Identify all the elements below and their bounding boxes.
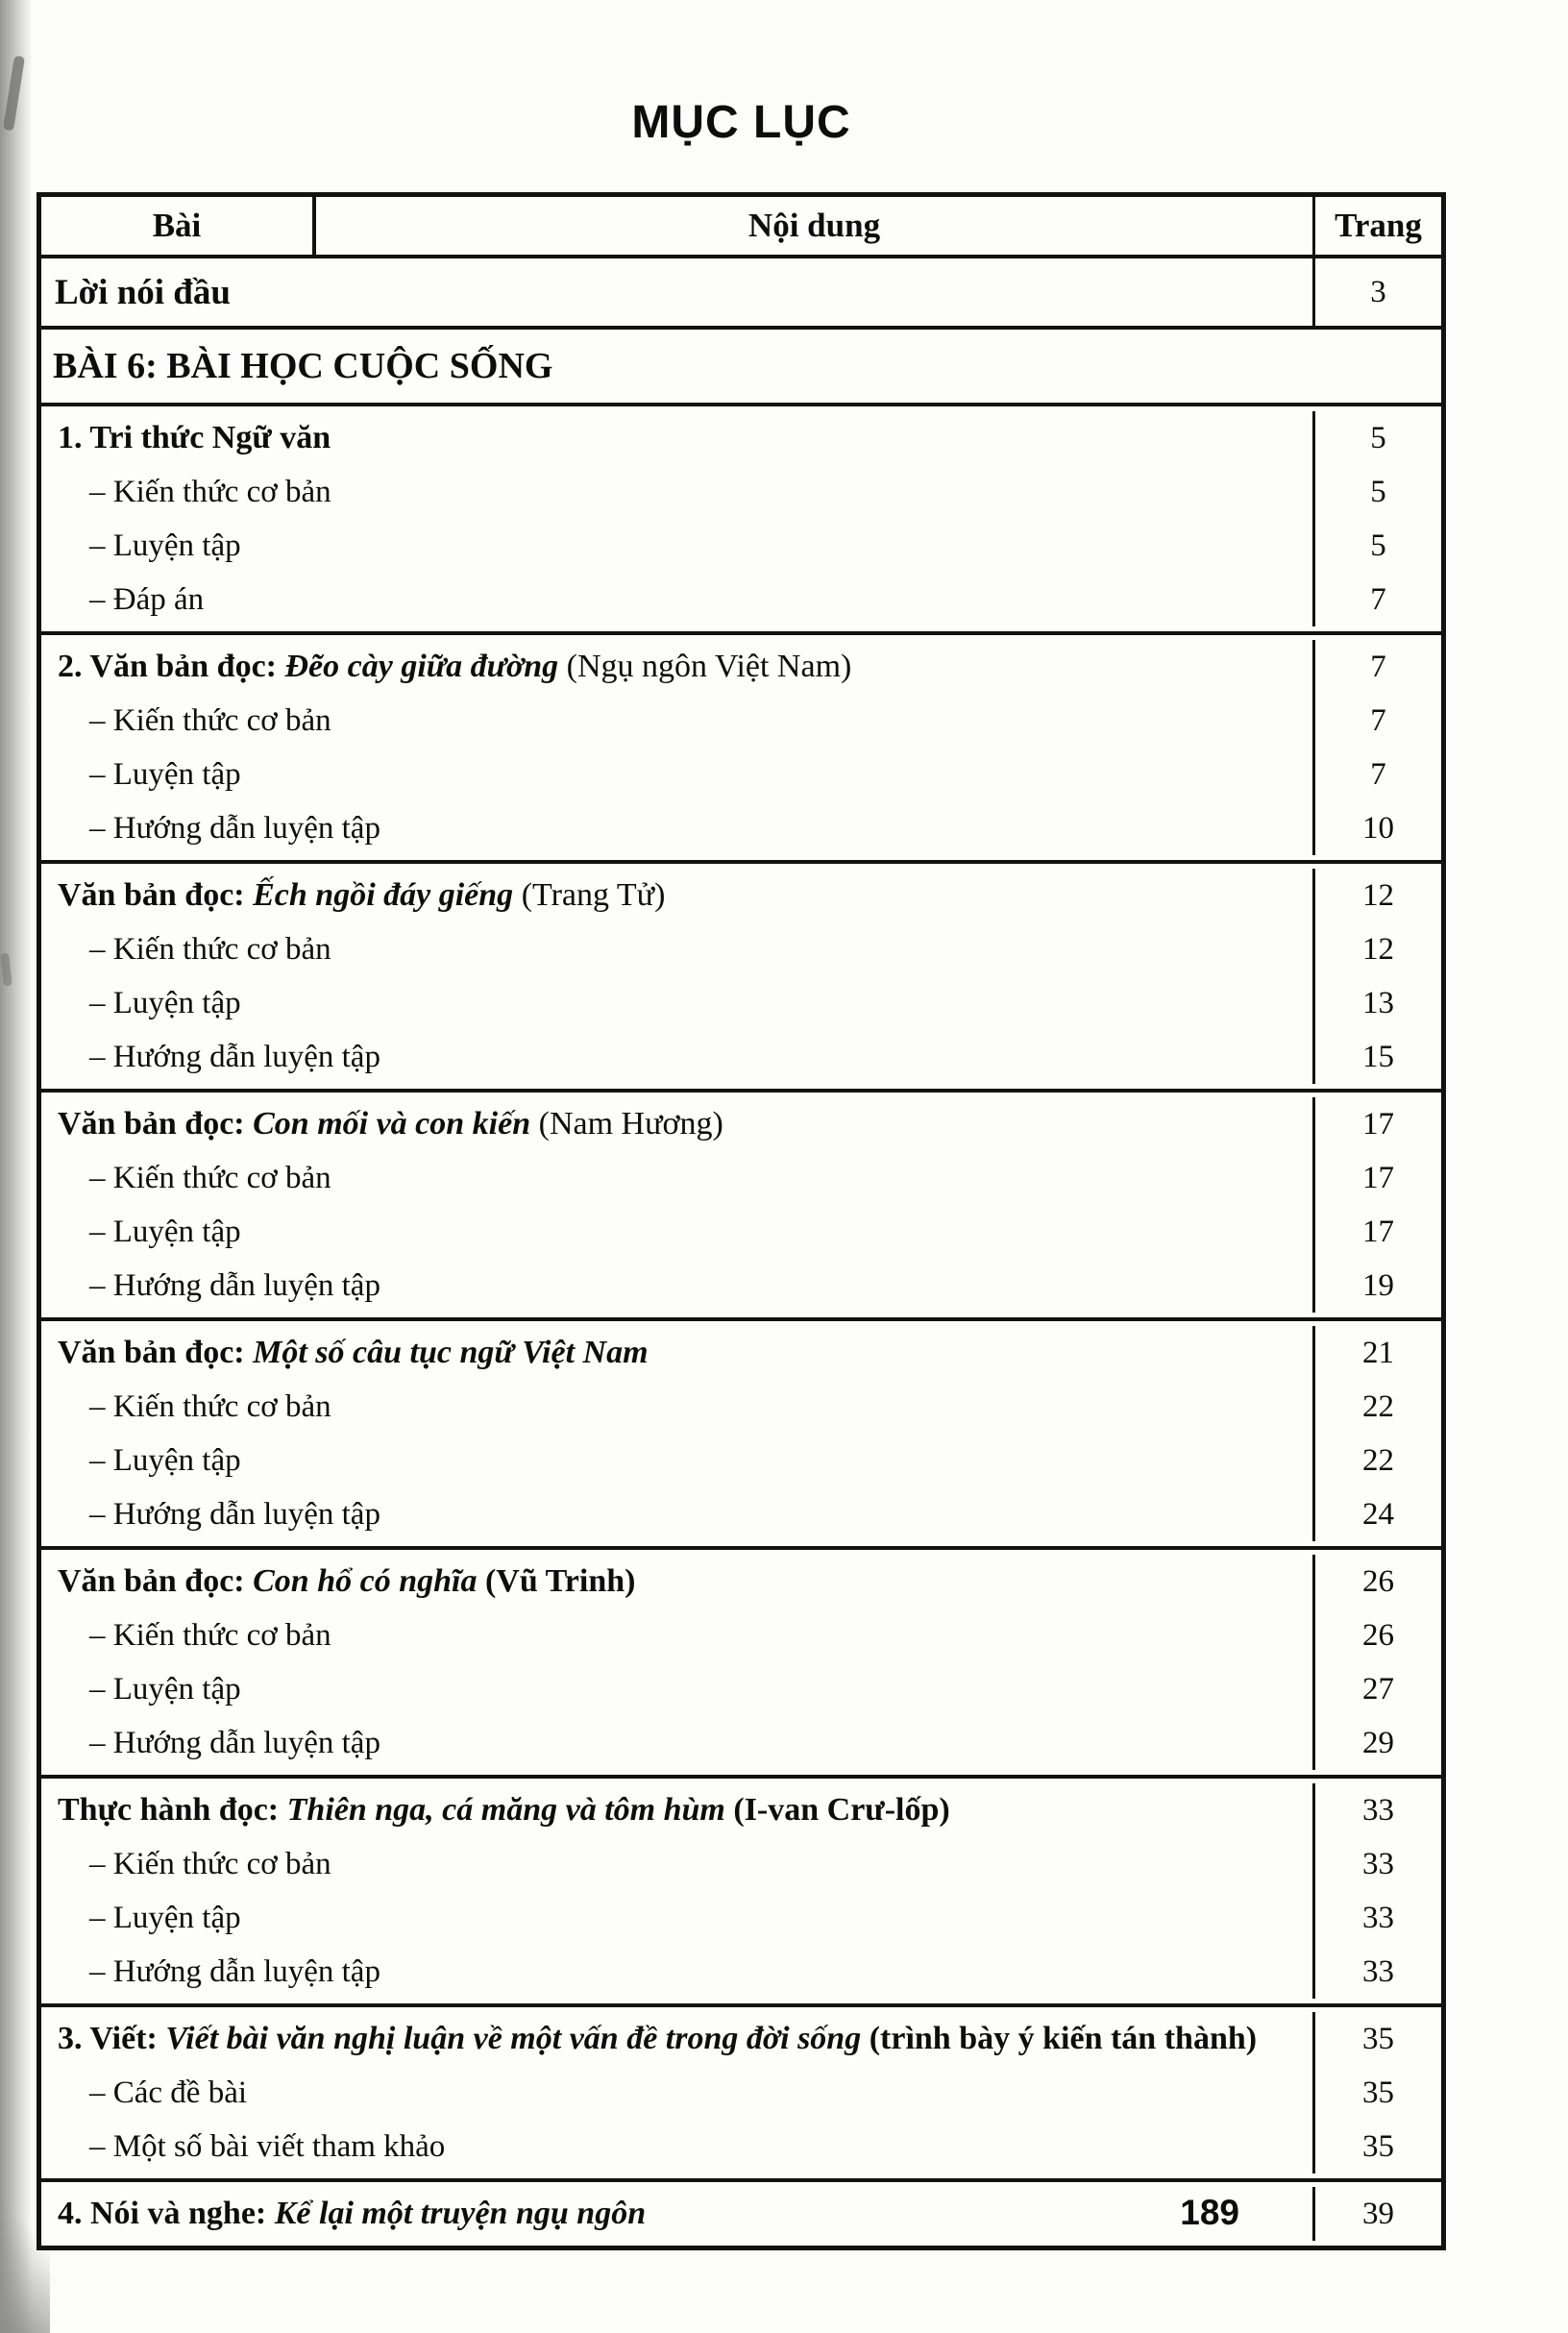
entry-title: Ếch ngồi đáy giếng [253,877,514,913]
entry-text: – Hướng dẫn luyện tập [89,1497,380,1532]
entry-text: – Kiến thức cơ bản [89,932,331,967]
page-number-cell: 33 [1312,1783,1441,1837]
entry-prefix: 1. Tri thức Ngữ văn [58,420,331,455]
entry-text: – Hướng dẫn luyện tập [89,1726,380,1760]
toc-row [41,801,1441,860]
toc-row [41,465,1441,519]
toc-entry-text [41,1891,1312,1945]
toc-row [41,1716,1441,1775]
entry-title: Con mối và con kiến [253,1106,531,1142]
entry-suffix: (I-van Crư-lốp) [724,1792,950,1828]
entry-prefix: Văn bản đọc: [58,877,254,913]
toc-entry-text [41,922,1312,976]
entry-prefix: 4. Nói và nghe: [58,2196,275,2231]
page-number-cell: 39 [1312,2187,1441,2241]
page-number-cell: 27 [1312,1662,1441,1716]
toc-row [41,573,1441,631]
page-number-cell: 17 [1312,1205,1441,1259]
entry-prefix: Văn bản đọc: [58,1335,254,1370]
toc-row [41,2120,1441,2178]
entry-text: – Luyện tập [89,1215,241,1249]
entry-prefix: Thực hành đọc: [58,1792,287,1828]
page-number-cell: 22 [1312,1434,1441,1487]
scan-edge-shadow [0,0,33,2333]
toc-row [41,1662,1441,1716]
toc-sections [41,406,1441,2246]
toc-row [41,922,1441,976]
entry-suffix: (Vũ Trinh) [477,1563,636,1599]
entry-text: – Kiến thức cơ bản [89,475,331,509]
page-number-cell: 26 [1312,1555,1441,1609]
page-number: 189 [1180,2193,1239,2232]
page-number-cell: 22 [1312,1380,1441,1434]
toc-row [41,1945,1441,2003]
toc-entry-text [41,2012,1312,2066]
entry-prefix: 2. Văn bản đọc: [58,649,285,684]
toc-section [41,406,1441,635]
entry-title: Viết bài văn nghị luận về một vấn đề trong đời sống [165,2021,862,2056]
toc-entry-text [41,1380,1312,1434]
page-number-cell: 33 [1312,1945,1441,1999]
toc-row [41,1550,1441,1609]
entry-suffix: (Ngụ ngôn Việt Nam) [558,649,852,684]
page-number-cell: 13 [1312,976,1441,1030]
entry-text: – Kiến thức cơ bản [89,703,331,738]
toc-section [41,1779,1441,2007]
entry-prefix: Văn bản đọc: [58,1563,254,1599]
page-number-cell: 3 [1312,258,1441,326]
entry-suffix: (trình bày ý kiến tán thành) [861,2021,1258,2056]
page-number-cell: 24 [1312,1487,1441,1541]
toc-header-row [41,197,1441,258]
page-title: MỤC LỤC [631,97,851,148]
page-number-cell: 5 [1312,465,1441,519]
entry-text: – Hướng dẫn luyện tập [89,1954,380,1989]
entry-text: – Luyện tập [89,757,241,792]
toc-row [41,864,1441,922]
toc-section [41,635,1441,864]
page-number-cell: 7 [1312,748,1441,801]
page-number-cell: 5 [1312,411,1441,465]
entry-text: – Kiến thức cơ bản [89,1847,331,1881]
toc-row [41,1093,1441,1151]
entry-text: – Luyện tập [89,1672,241,1707]
page-number-cell: 15 [1312,1030,1441,1084]
entry-text: – Kiến thức cơ bản [89,1161,331,1195]
entry-prefix: Văn bản đọc: [58,1106,254,1142]
toc-row [41,2007,1441,2066]
entry-title: Con hổ có nghĩa [253,1563,478,1599]
toc-entry-text [41,1259,1312,1313]
page-number-cell: 7 [1312,694,1441,748]
entry-text: – Hướng dẫn luyện tập [89,1040,380,1074]
toc-entry-text [41,1030,1312,1084]
entry-suffix: (Nam Hương) [530,1106,723,1142]
page-number-cell: 29 [1312,1716,1441,1770]
toc-row [41,1259,1441,1317]
page-number-cell: 33 [1312,1837,1441,1891]
page-number-cell: 7 [1312,573,1441,626]
toc-row [41,1891,1441,1945]
toc-row [41,1487,1441,1546]
page-number-cell: 12 [1312,869,1441,922]
toc-entry-text [41,976,1312,1030]
toc-entry-text [41,1837,1312,1891]
page-number-cell: 19 [1312,1259,1441,1313]
toc-entry-text [41,801,1312,855]
toc-row [41,1380,1441,1434]
toc-row [41,1205,1441,1259]
page-number-cell: 5 [1312,519,1441,573]
entry-text: – Luyện tập [89,528,241,563]
entry-text: – Các đề bài [89,2075,248,2110]
toc-entry-text [41,1487,1312,1541]
entry-title: Thiên nga, cá măng và tôm hùm [286,1792,725,1828]
toc-entry-text [41,411,1312,465]
toc-row [41,406,1441,465]
toc-row [41,694,1441,748]
entry-text: – Đáp án [89,582,205,617]
toc-entry-text [41,869,1312,922]
entry-text: – Luyện tập [89,1901,241,1935]
toc-row-loi-noi-dau [41,258,1441,330]
entry-text: – Kiến thức cơ bản [89,1618,331,1653]
entry-title: Kể lại một truyện ngụ ngôn [274,2196,647,2231]
toc-row [41,2066,1441,2120]
entry-text: – Một số bài viết tham khảo [89,2129,446,2164]
page-number-cell: 33 [1312,1891,1441,1945]
toc-entry-text [41,573,1312,626]
toc-row [41,1779,1441,1837]
toc-section [41,1093,1441,1321]
toc-row [41,1321,1441,1380]
toc-entry-text [41,1097,1312,1151]
toc-entry-text [41,1783,1312,1837]
toc-row [41,635,1441,694]
entry-text: – Hướng dẫn luyện tập [89,811,380,846]
toc-entry-text [41,2187,1312,2241]
toc-section [41,1321,1441,1550]
page-number-cell: 35 [1312,2066,1441,2120]
toc-row [41,519,1441,573]
toc-entry-text [41,694,1312,748]
entry-title: Một số câu tục ngữ Việt Nam [253,1335,649,1370]
toc-entry-text [41,748,1312,801]
entry-text: – Hướng dẫn luyện tập [89,1268,380,1303]
toc-section [41,2007,1441,2182]
toc-entry-text [41,1434,1312,1487]
toc-table [37,192,1446,2250]
toc-row [41,1609,1441,1662]
toc-row [41,1030,1441,1089]
toc-entry-text [41,1609,1312,1662]
page-number-cell: 21 [1312,1326,1441,1380]
toc-row [41,1837,1441,1891]
page-number-cell: 17 [1312,1151,1441,1205]
toc-entry-text [41,1205,1312,1259]
toc-entry-text [41,1555,1312,1609]
header-noi-dung: Nội dung [747,207,881,244]
entry-text: – Luyện tập [89,1443,241,1478]
toc-entry-text [41,640,1312,694]
toc-section [41,1550,1441,1779]
entry-prefix: 3. Viết: [58,2021,166,2056]
toc-entry-text [41,2066,1312,2120]
toc-entry-text [41,519,1312,573]
toc-entry-text [41,1326,1312,1380]
page-number-cell: 35 [1312,2120,1441,2173]
toc-entry-text [41,1945,1312,1999]
page-number-cell: 10 [1312,801,1441,855]
entry-text: – Luyện tập [89,986,241,1020]
toc-entry-text [41,1662,1312,1716]
page-number-cell: 12 [1312,922,1441,976]
toc-entry-text [41,1716,1312,1770]
toc-row [41,1434,1441,1487]
toc-entry-text [41,2120,1312,2173]
toc-row [41,748,1441,801]
entry-title: Đẽo cày giữa đường [284,649,559,684]
toc-entry-text [41,465,1312,519]
entry-text: – Kiến thức cơ bản [89,1389,331,1424]
entry-suffix: (Trang Tử) [513,877,666,913]
toc-entry-text: Lời nói đầu [55,272,231,312]
toc-row-unit-heading: BÀI 6: BÀI HỌC CUỘC SỐNG [41,330,1441,406]
header-trang: Trang [1312,197,1441,255]
toc-section [41,864,1441,1093]
header-bai: Bài [41,197,316,255]
toc-entry-text [41,1151,1312,1205]
page-number-cell: 35 [1312,2012,1441,2066]
toc-row [41,976,1441,1030]
page-number-cell: 7 [1312,640,1441,694]
page-number-cell: 17 [1312,1097,1441,1151]
toc-row [41,1151,1441,1205]
page-number-cell: 26 [1312,1609,1441,1662]
